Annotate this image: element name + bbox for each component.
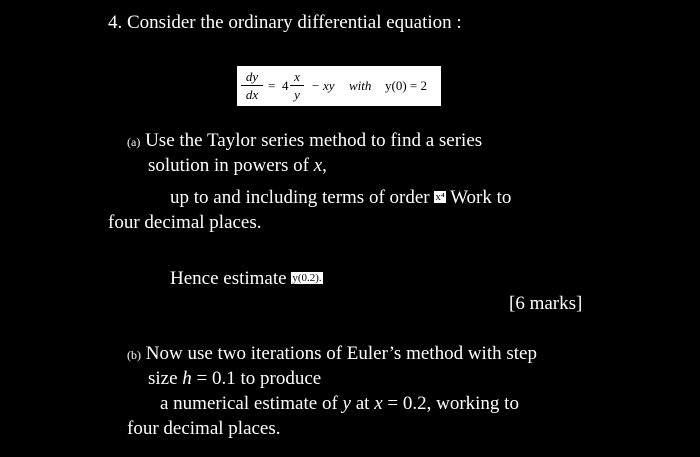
part-a-line-4: four decimal places. xyxy=(108,212,262,233)
at-word: at xyxy=(350,393,375,414)
part-a-text-1: Use the Taylor series method to find a series xyxy=(145,130,483,151)
part-b-line-2 xyxy=(148,368,321,390)
part-b-line-1 xyxy=(127,343,537,366)
hence-estimate-text: Hence estimate xyxy=(170,268,292,289)
part-a-line-2 xyxy=(148,155,327,177)
marks-label: [6 marks] xyxy=(509,293,583,314)
fraction-bar xyxy=(290,85,304,86)
x-over-y-fraction xyxy=(290,69,304,102)
coefficient: 4 xyxy=(282,78,289,93)
minus-xy-term: − xy xyxy=(311,78,335,93)
part-b-text-3: a numerical estimate of xyxy=(160,393,343,414)
part-b-line-4: four decimal places. xyxy=(127,418,281,439)
part-b-text-2: size xyxy=(148,368,183,389)
part-b-text-2b: = 0.1 to produce xyxy=(191,368,322,389)
order-term-box: x⁴ xyxy=(435,191,445,203)
part-a-text-3: up to and including terms of order xyxy=(170,187,435,208)
variable-y: y xyxy=(342,393,351,414)
with-word: with xyxy=(349,78,372,93)
hence-estimate-line xyxy=(170,268,323,290)
variable-x: x xyxy=(374,393,383,414)
fraction-denominator: y xyxy=(294,87,300,102)
part-b-text-3b: = 0.2, working to xyxy=(382,393,519,414)
variable-x: x xyxy=(313,155,323,176)
fraction-numerator: dy xyxy=(245,69,259,84)
part-a-line-3 xyxy=(170,187,511,209)
dy-dx-fraction xyxy=(241,69,263,102)
part-a-line-1 xyxy=(127,130,482,153)
part-b-label: (b) xyxy=(127,348,141,362)
part-a-text-3b: Work to xyxy=(445,187,512,208)
fraction-bar xyxy=(241,85,263,86)
part-a-text-2: solution in powers of xyxy=(148,155,314,176)
fraction-numerator: x xyxy=(294,69,300,84)
initial-condition: y(0) = 2 xyxy=(385,78,427,93)
variable-h: h xyxy=(182,368,192,389)
equals-sign: = xyxy=(268,78,276,93)
equation-box xyxy=(237,66,441,106)
estimate-target-box: y(0.2). xyxy=(292,272,322,284)
fraction-denominator: dx xyxy=(245,87,259,102)
part-b-line-3 xyxy=(160,393,519,415)
part-a-label: (a) xyxy=(127,135,141,149)
part-b-text-1: Now use two iterations of Euler’s method with step xyxy=(145,343,537,364)
comma: , xyxy=(322,155,327,176)
question-heading: 4. Consider the ordinary differential equation : xyxy=(108,12,462,33)
